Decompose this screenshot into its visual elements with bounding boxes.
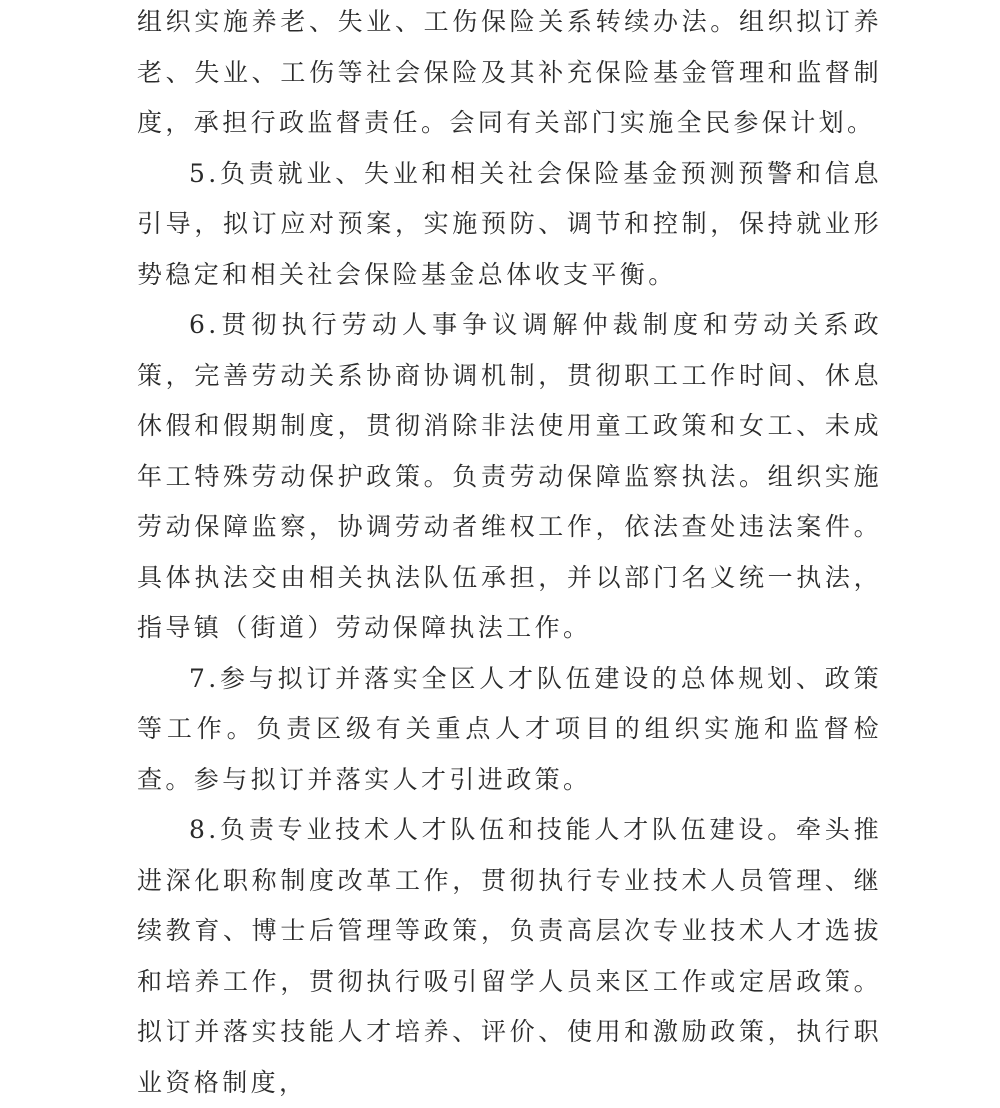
- document-body: [137, 0, 882, 1108]
- paragraph-item-7: 7.参与拟订并落实全区人才队伍建设的总体规划、政策等工作。负责区级有关重点人才项目的组织实施和监督检查。参与拟订并落实人才引进政策。: [137, 663, 882, 794]
- paragraph-item-5: 5.负责就业、失业和相关社会保险基金预测预警和信息引导，拟订应对预案，实施预防、调节和控制，保持就业形势稳定和相关社会保险基金总体收支平衡。: [137, 158, 882, 289]
- paragraph-item-8: 8.负责专业技术人才队伍和技能人才队伍建设。牵头推进深化职称制度改革工作，贯彻执行专业技术人员管理、继续教育、博士后管理等政策，负责高层次专业技术人才选拔和培养工作，贯彻执行吸引留学人员来区工作或定居政策。拟订并落实技能人才培养、评价、使用和激励政策，执行职业资格制度，: [137, 815, 882, 1097]
- paragraph-item-6: 6.贯彻执行劳动人事争议调解仲裁制度和劳动关系政策，完善劳动关系协商协调机制，贯彻职工工作时间、休息休假和假期制度，贯彻消除非法使用童工政策和女工、未成年工特殊劳动保护政策。负责劳动保障监察执法。组织实施劳动保障监察，协调劳动者维权工作，依法查处违法案件。具体执法交由相关执法队伍承担，并以部门名义统一执法，指导镇（街道）劳动保障执法工作。: [137, 310, 882, 642]
- paragraph-continuation: 组织实施养老、失业、工伤保险关系转续办法。组织拟订养老、失业、工伤等社会保险及其补充保险基金管理和监督制度，承担行政监督责任。会同有关部门实施全民参保计划。: [137, 7, 882, 137]
